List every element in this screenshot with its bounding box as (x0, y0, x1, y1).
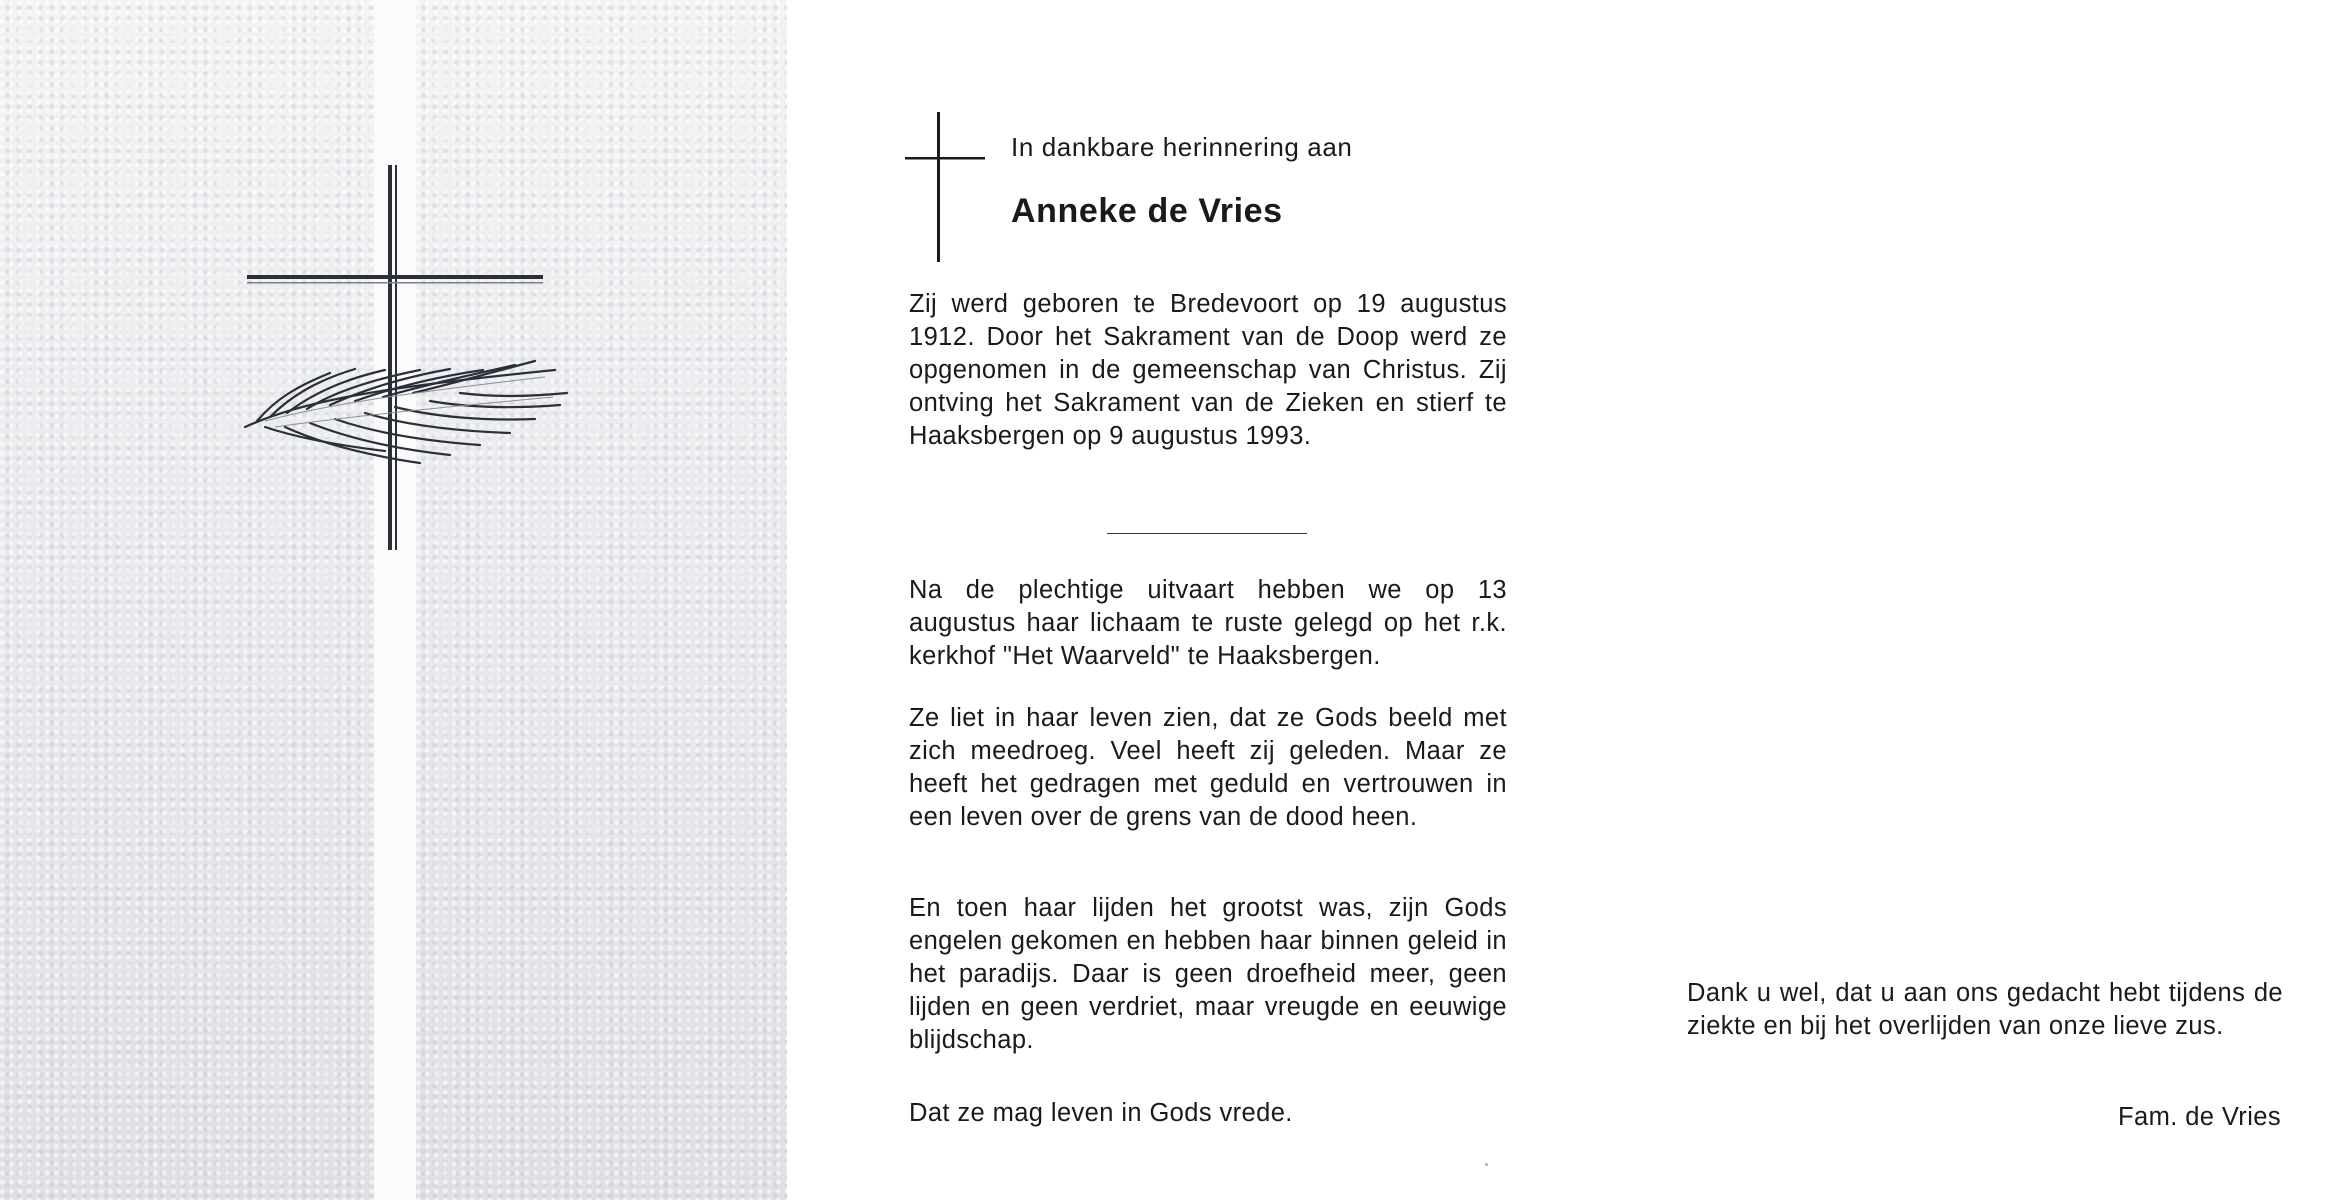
paper-speck (1485, 1163, 1488, 1166)
cover-panel (0, 0, 787, 1200)
thanks-text: Dank u wel, dat u aan ons gedacht hebt tijdens de ziekte en bij het overlijden van onze lieve zus. (1687, 979, 2283, 1040)
cross-with-palm-branch-icon (235, 165, 575, 555)
biography-paragraph: Zij werd geboren te Bredevoort op 19 augustus 1912. Door het Sakrament van de Doop werd ze opgenomen in de gemeenschap van Christus. Zij ontving het Sakrament van de Zieken en stierf te Haaksbergen op 9 augustus 1993. (909, 290, 1507, 450)
thanks-panel (1567, 0, 2351, 1200)
divider (1107, 533, 1307, 534)
closing-line: Dat ze mag leven in Gods vrede. (909, 1099, 1293, 1127)
deceased-name: Anneke de Vries (1011, 192, 1283, 230)
burial-paragraph: Na de plechtige uitvaart hebben we op 13 augustus haar lichaam te ruste gelegd op het r.k. kerkhof "Het Waarveld" te Haaksbergen. (909, 576, 1507, 670)
intro-text: In dankbare herinnering aan (1011, 132, 1353, 162)
family-signature: Fam. de Vries (2118, 1103, 2281, 1131)
life-paragraph: Ze liet in haar leven zien, dat ze Gods beeld met zich meedroeg. Veel heeft zij geleden. Maar ze heeft het gedragen met geduld en vertrouwen in een leven over de grens van de dood heen. (909, 704, 1507, 831)
paradise-paragraph: En toen haar lijden het grootst was, zijn Gods engelen gekomen en hebben haar binnen geleid in het paradijs. Daar is geen droefheid meer, geen lijden en geen verdriet, maar vreugde en eeuwige blijdschap. (909, 894, 1507, 1054)
text-panel (787, 0, 1567, 1200)
cross-icon (905, 112, 985, 262)
